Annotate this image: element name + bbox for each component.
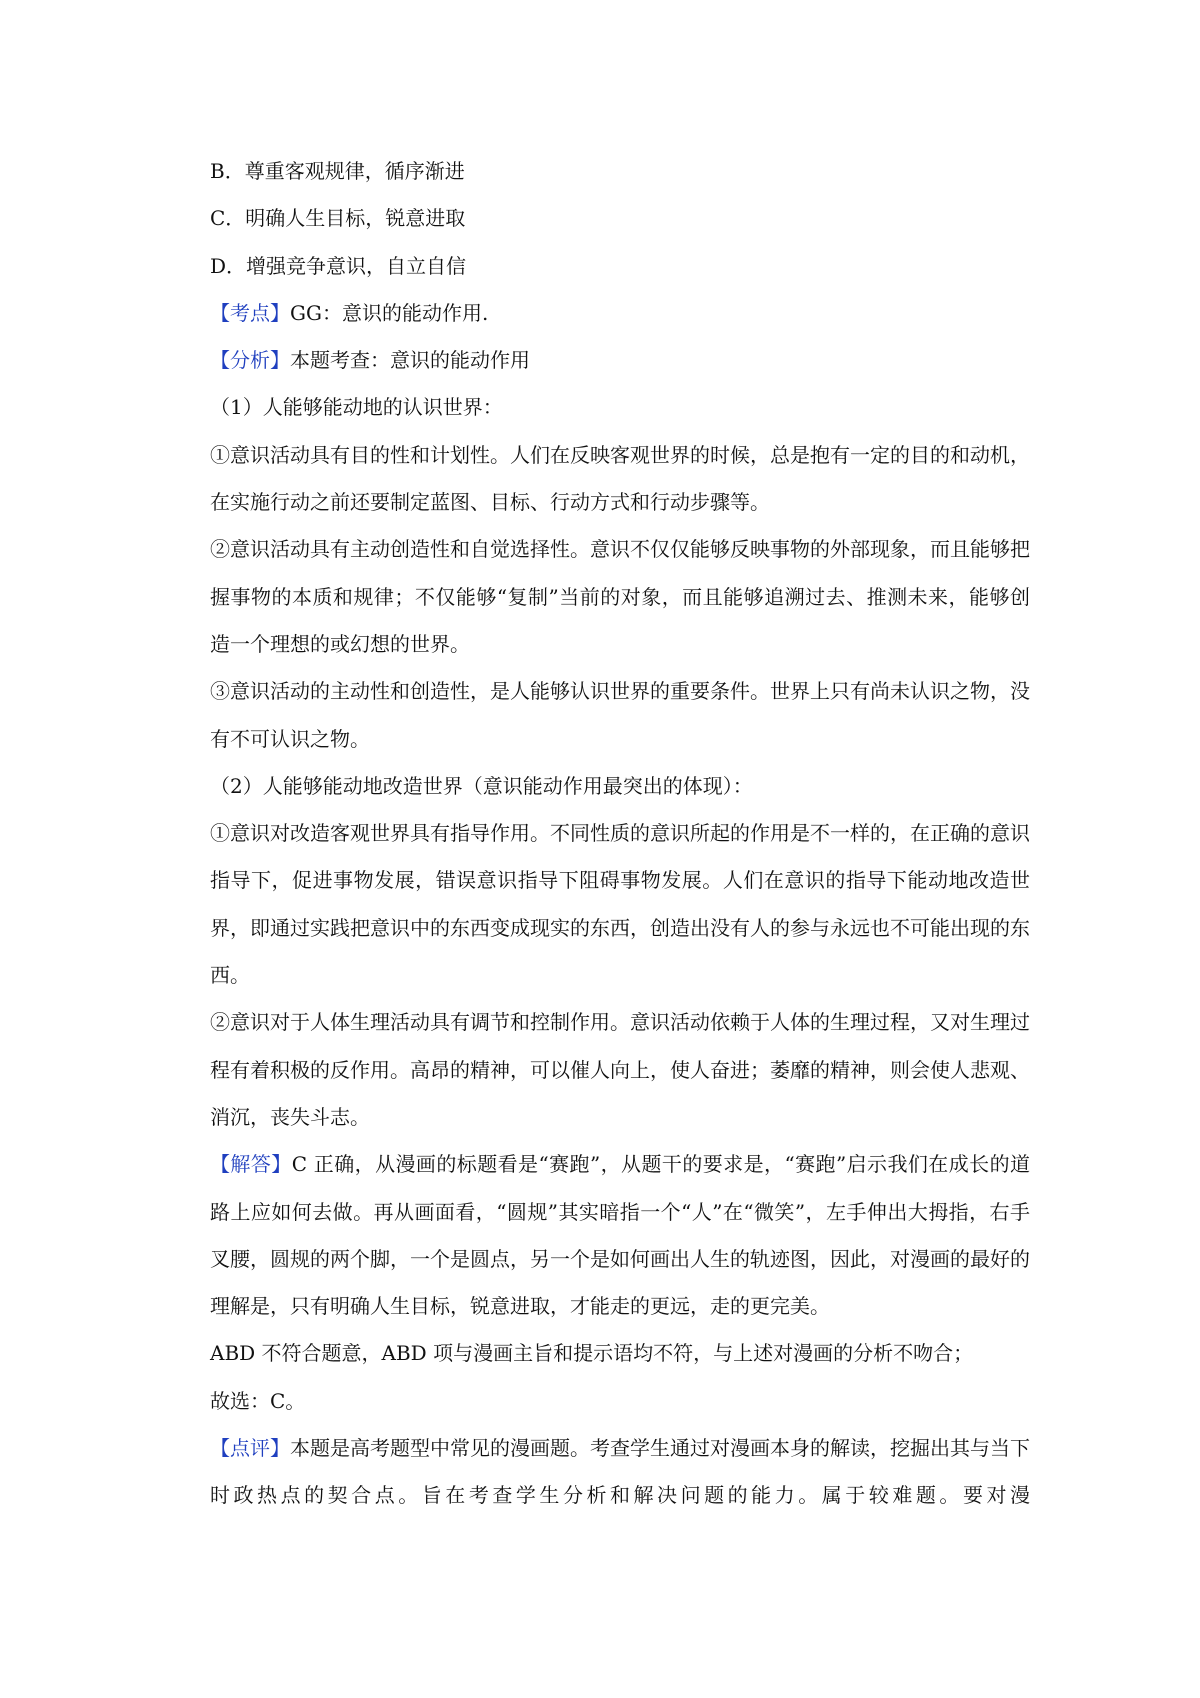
document-body	[210, 148, 1030, 1520]
jieda-text: C 正确，从漫画的标题看是“赛跑”，从题干的要求是，“赛跑”启示我们在成长的道路上应如何去做。再从画面看，“圆规”其实暗指一个“人”在“微笑”，左手伸出大拇指，右手叉腰，圆规的两个脚，一个是圆点，另一个是如何画出人生的轨迹图，因此，对漫画的最好的理解是，只有明确人生目标，锐意进取，才能走的更远，走的更完美。	[210, 1152, 1030, 1319]
fenxi-paragraph-3: ②意识活动具有主动创造性和自觉选择性。意识不仅仅能够反映事物的外部现象，而且能够把握事物的本质和规律；不仅能够“复制”当前的对象，而且能够追溯过去、推测未来，能够创造一个理想的或幻想的世界。	[210, 537, 1030, 656]
fenxi-paragraph-6: ①意识对改造客观世界具有指导作用。不同性质的意识所起的作用是不一样的，在正确的意识指导下，促进事物发展，错误意识指导下阻碍事物发展。人们在意识的指导下能动地改造世界，即通过实践把意识中的东西变成现实的东西，创造出没有人的参与永远也不可能出现的东西。	[210, 821, 1030, 988]
kaodian-text: GG：意识的能动作用.	[290, 300, 489, 325]
fenxi-label: 【分析】	[210, 348, 290, 373]
fenxi-paragraph-1: （1）人能够能动地的认识世界：	[210, 395, 503, 420]
option-b: B．尊重客观规律，循序渐进	[210, 159, 465, 183]
jieda-paragraph-2: ABD 不符合题意，ABD 项与漫画主旨和提示语均不符，与上述对漫画的分析不吻合；	[210, 1341, 974, 1366]
dianping-label: 【点评】	[210, 1436, 290, 1461]
option-c: C．明确人生目标，锐意进取	[210, 206, 466, 231]
option-d: D．增强竞争意识，自立自信	[210, 253, 467, 278]
kaodian-label: 【考点】	[210, 300, 290, 325]
fenxi-text: 本题考查：意识的能动作用	[290, 348, 530, 373]
fenxi-paragraph-7: ②意识对于人体生理活动具有调节和控制作用。意识活动依赖于人体的生理过程，又对生理过程有着积极的反作用。高昂的精神，可以催人向上，使人奋进；萎靡的精神，则会使人悲观、消沉，丧失斗志。	[210, 1010, 1030, 1129]
jieda-paragraph-3: 故选：C。	[210, 1388, 306, 1413]
fenxi-paragraph-5: （2）人能够能动地改造世界（意识能动作用最突出的体现）：	[210, 773, 753, 798]
fenxi-paragraph-4: ③意识活动的主动性和创造性，是人能够认识世界的重要条件。世界上只有尚未认识之物，没有不可认识之物。	[210, 679, 1030, 751]
dianping-text: 本题是高考题型中常见的漫画题。考查学生通过对漫画本身的解读，挖掘出其与当下时政热点的契合点。旨在考查学生分析和解决问题的能力。属于较难题。要对漫	[210, 1436, 1030, 1508]
dianping-section	[210, 1425, 1030, 1520]
fenxi-paragraph-2: ①意识活动具有目的性和计划性。人们在反映客观世界的时候，总是抱有一定的目的和动机，在实施行动之前还要制定蓝图、目标、行动方式和行动步骤等。	[210, 442, 1030, 515]
jieda-label: 【解答】	[210, 1152, 292, 1177]
jieda-section	[210, 1141, 1030, 1330]
fenxi-section	[210, 337, 1030, 384]
kaodian-section	[210, 290, 1030, 337]
